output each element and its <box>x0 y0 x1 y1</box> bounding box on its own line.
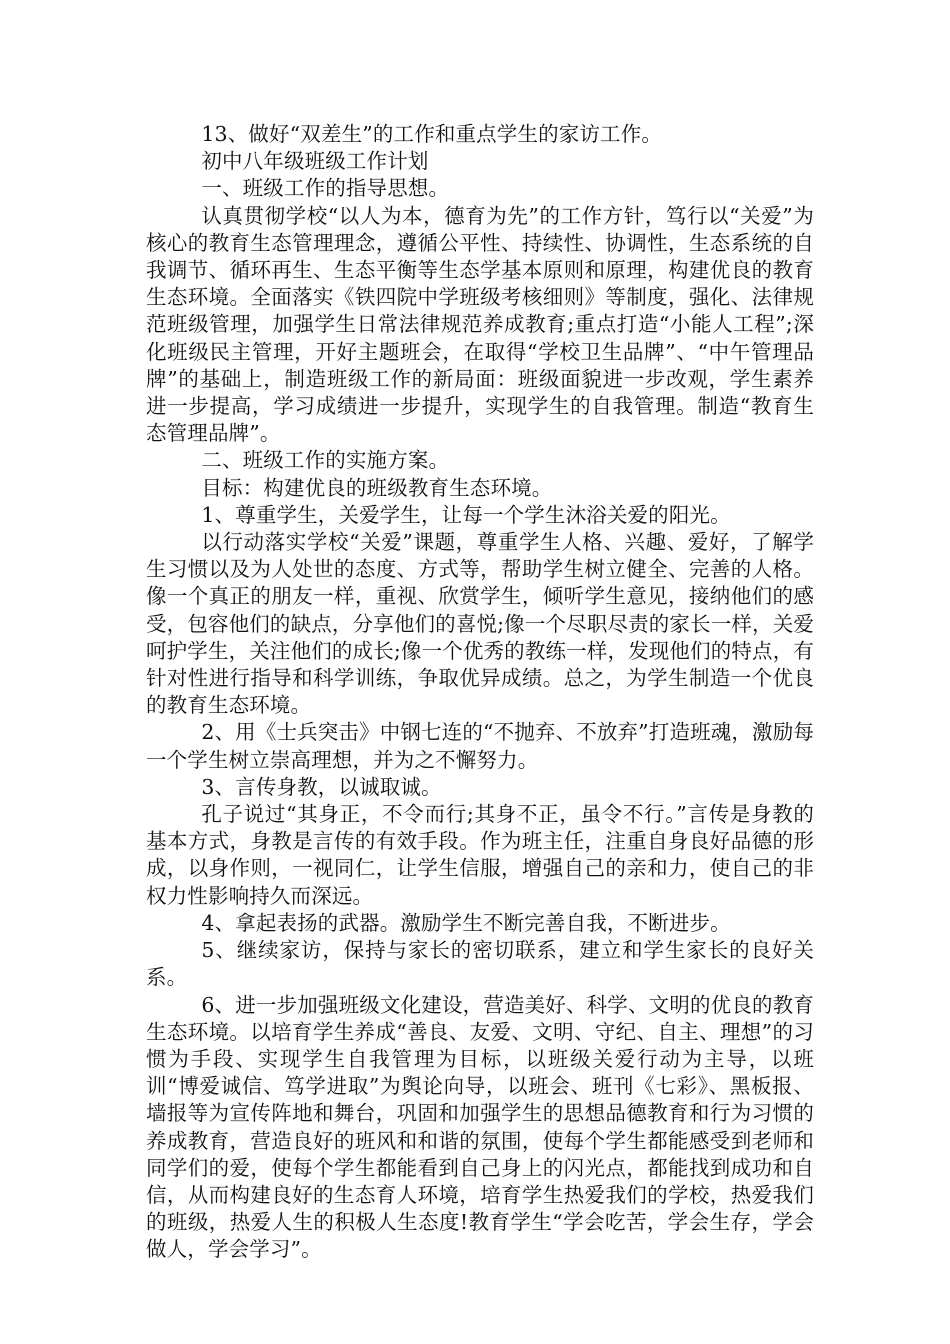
document-page <box>146 121 814 1264</box>
list-item-1: 1、尊重学生，关爱学生，让每一个学生沐浴关爱的阳光。 <box>201 502 731 527</box>
document-title: 初中八年级班级工作计划 <box>201 149 429 174</box>
paragraph-item-13: 13、做好“双差生”的工作和重点学生的家访工作。 <box>201 122 662 146</box>
list-item-5: 5、继续家访，保持与家长的密切联系，建立和学生家长的良好关系。 <box>146 938 814 990</box>
paragraph-confucius: 孔子说过“其身正，不令而行;其身不正，虽令不行。”言传是身教的基本方式，身教是言传的有效手段。作为班主任，注重自身良好品德的形成，以身作则，一视同仁，让学生信服，增强自己的亲和力，使自己的非权力性影响持久而深远。 <box>146 802 814 908</box>
paragraph-respect-students: 以行动落实学校“关爱”课题，尊重学生人格、兴趣、爱好，了解学生习惯以及为人处世的态度、方式等，帮助学生树立健全、完善的人格。像一个真正的朋友一样，重视、欣赏学生，倾听学生意见，接纳他们的感受，包容他们的缺点，分享他们的喜悦;像一个尽职尽责的家长一样，关爱呵护学生，关注他们的成长;像一个优秀的教练一样，发现他们的特点，有针对性进行指导和科学训练，争取优异成绩。总之，为学生制造一个优良的教育生态环境。 <box>146 530 814 718</box>
list-item-2: 2、用《士兵突击》中钢七连的“不抛弃、不放弃”打造班魂，激励每一个学生树立崇高理想，并为之不懈努力。 <box>146 720 814 772</box>
paragraph-goal: 目标：构建优良的班级教育生态环境。 <box>201 475 553 500</box>
list-item-4: 4、拿起表扬的武器。激励学生不断完善自我，不断进步。 <box>201 910 731 935</box>
list-item-6: 6、进一步加强班级文化建设，营造美好、科学、文明的优良的教育生态环境。以培育学生养成“善良、友爱、文明、守纪、自主、理想”的习惯为手段、实现学生自我管理为目标，以班级关爱行动为主导，以班训“博爱诚信、笃学进取”为舆论向导，以班会、班刊《七彩》、黑板报、墙报等为宣传阵地和舞台，巩固和加强学生的思想品德教育和行为习惯的养成教育，营造良好的班风和和谐的氛围，使每个学生都能感受到老师和同学们的爱，使每个学生都能看到自己身上的闪光点，都能找到成功和自信，从而构建良好的生态育人环境，培育学生热爱我们的学校，热爱我们的班级，热爱人生的积极人生态度!教育学生“学会吃苦，学会生存，学会做人，学会学习”。 <box>146 992 814 1262</box>
paragraph-guiding-ideas: 认真贯彻学校“以人为本，德育为先”的工作方针，笃行以“关爱”为核心的教育生态管理理念，遵循公平性、持续性、协调性，生态系统的自我调节、循环再生、生态平衡等生态学基本原则和原理，构建优良的教育生态环境。全面落实《铁四院中学班级考核细则》等制度，强化、法律规范班级管理，加强学生日常法律规范养成教育;重点打造“小能人工程”;深化班级民主管理，开好主题班会，在取得“学校卫生品牌”、“中午管理品牌”的基础上，制造班级工作的新局面：班级面貌进一步改观，学生素养进一步提高，学习成绩进一步提升，实现学生的自我管理。制造“教育生态管理品牌”。 <box>146 203 814 446</box>
list-item-3: 3、言传身教，以诚取诚。 <box>201 774 442 799</box>
section-heading-guiding-ideas: 一、班级工作的指导思想。 <box>201 176 450 201</box>
section-heading-implementation: 二、班级工作的实施方案。 <box>201 448 450 473</box>
